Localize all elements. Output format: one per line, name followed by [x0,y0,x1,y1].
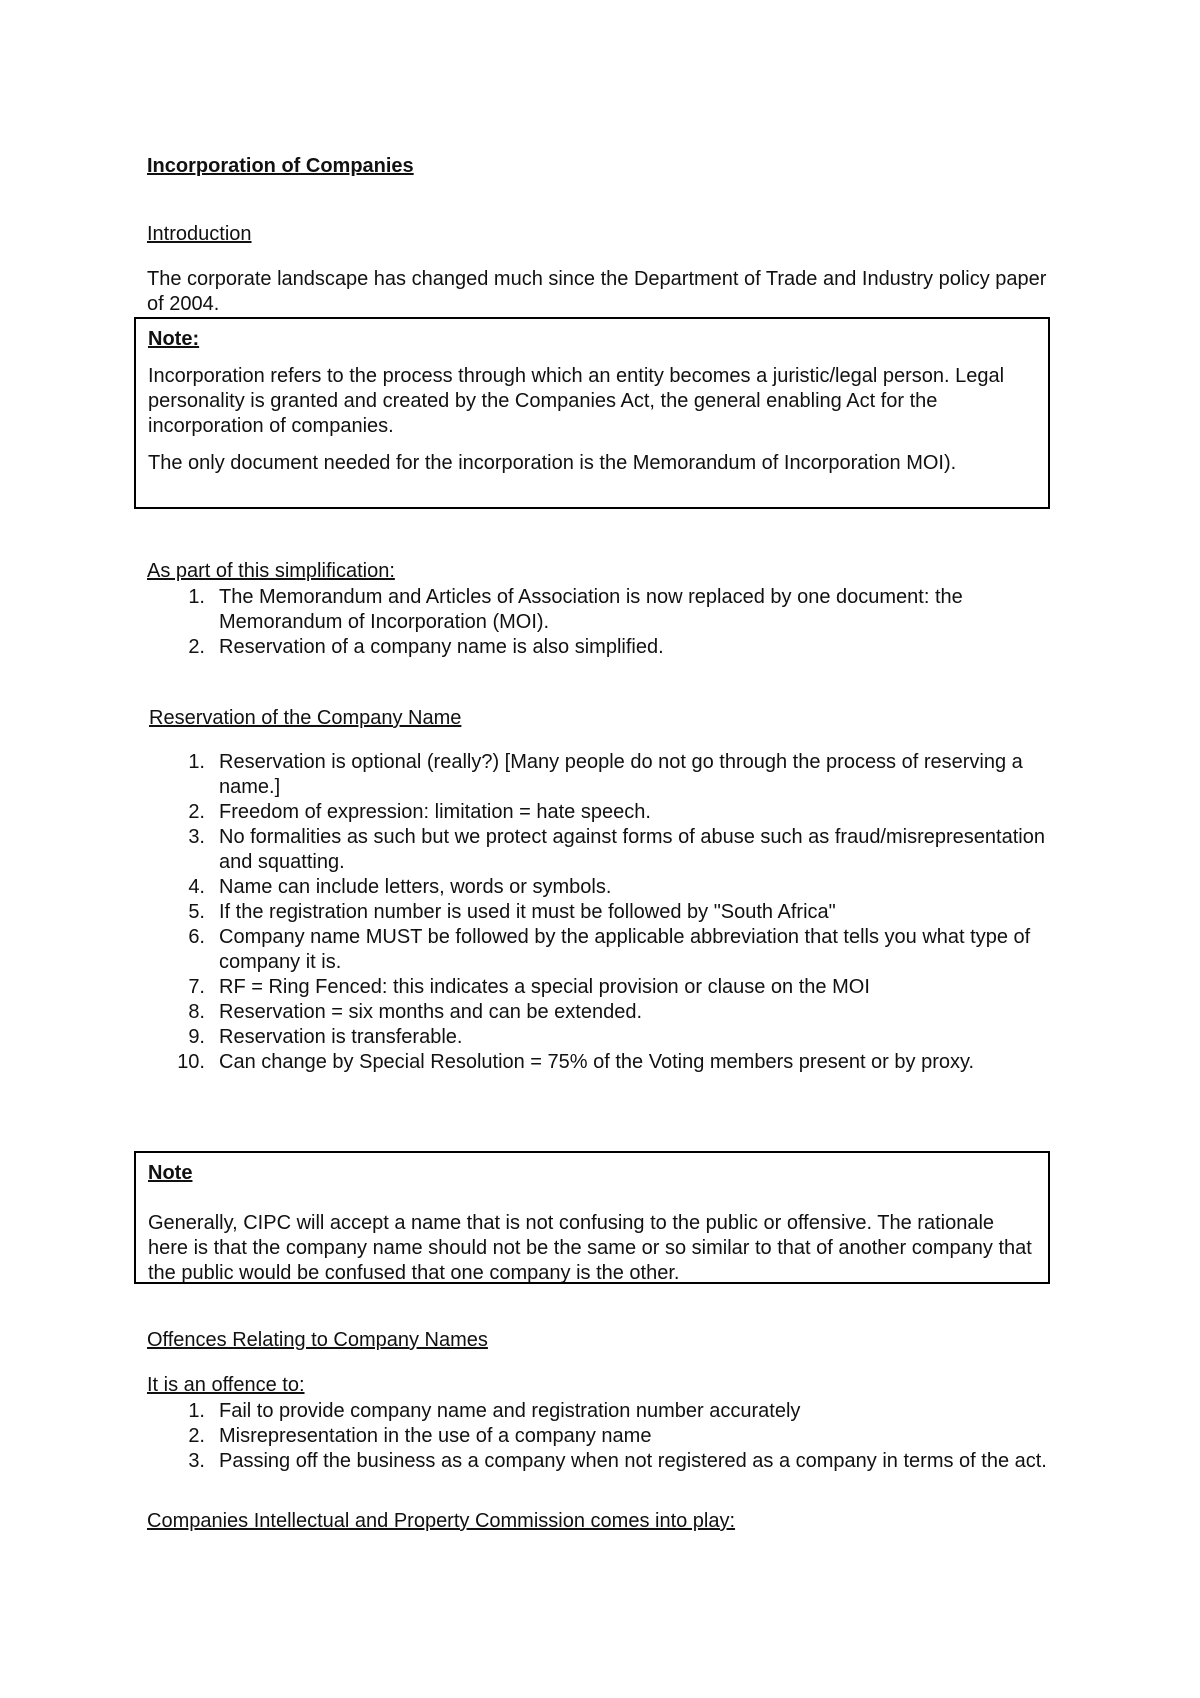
list-text: Reservation is optional (really?) [Many people do not go through the process of reserving a name.] [219,751,1023,798]
list-item [147,800,1057,825]
offences-subheading: It is an offence to: [147,1374,305,1396]
note-paragraph: Incorporation refers to the process through which an entity becomes a juristic/legal person. Legal personality is granted and created by the Companies Act, the general enabling Act for the incorporation of companies. [148,365,1005,437]
list-number: 5. [188,901,205,923]
list-number: 10. [177,1051,205,1073]
list-text: Reservation = six months and can be extended. [219,1001,643,1023]
list-item [147,1025,1057,1050]
list-item [147,1424,1057,1449]
list-text: No formalities as such but we protect against forms of abuse such as fraud/misrepresentation and squatting. [219,826,1045,873]
introduction-heading: Introduction [147,223,252,245]
simplification-list [147,585,1057,660]
list-item [147,1050,1057,1075]
list-item [147,1449,1057,1474]
list-text: RF = Ring Fenced: this indicates a special provision or clause on the MOI [219,976,870,998]
list-text: Misrepresentation in the use of a company name [219,1425,652,1447]
list-number: 6. [188,926,205,948]
list-item [147,1399,1057,1424]
list-text: The Memorandum and Articles of Association is now replaced by one document: the Memorandum of Incorporation (MOI). [219,586,963,633]
list-number: 3. [188,1450,205,1472]
offences-list [147,1399,1057,1474]
note-box-incorporation [134,317,1050,509]
list-text: If the registration number is used it must be followed by "South Africa" [219,901,836,923]
list-number: 1. [188,751,205,773]
reservation-heading: Reservation of the Company Name [149,707,462,729]
list-number: 2. [188,801,205,823]
list-item [147,585,1057,635]
list-text: Fail to provide company name and registration number accurately [219,1400,801,1422]
simplification-heading: As part of this simplification: [147,560,395,582]
list-item [147,900,1057,925]
list-number: 2. [188,1425,205,1447]
note-paragraph: The only document needed for the incorporation is the Memorandum of Incorporation MOI). [148,452,957,474]
list-item [147,635,1057,660]
list-item [147,750,1057,800]
list-text: Can change by Special Resolution = 75% of the Voting members present or by proxy. [219,1051,975,1073]
list-number: 9. [188,1026,205,1048]
list-number: 1. [188,586,205,608]
list-text: Passing off the business as a company when not registered as a company in terms of the act. [219,1450,1047,1472]
list-number: 3. [188,826,205,848]
list-item [147,975,1057,1000]
note-label: Note: [148,328,200,350]
list-number: 7. [188,976,205,998]
list-number: 2. [188,636,205,658]
list-item [147,1000,1057,1025]
reservation-list [147,750,1057,1075]
cipc-heading: Companies Intellectual and Property Commission comes into play: [147,1510,736,1532]
note-label: Note [148,1162,193,1184]
note-box-cipc [134,1151,1050,1284]
list-item [147,875,1057,900]
list-text: Reservation of a company name is also simplified. [219,636,664,658]
list-text: Name can include letters, words or symbols. [219,876,612,898]
list-text: Reservation is transferable. [219,1026,463,1048]
list-item [147,825,1057,875]
offences-heading: Offences Relating to Company Names [147,1329,488,1351]
list-number: 4. [188,876,205,898]
list-number: 8. [188,1001,205,1023]
list-number: 1. [188,1400,205,1422]
list-text: Company name MUST be followed by the applicable abbreviation that tells you what type of company it is. [219,926,1031,973]
list-item [147,925,1057,975]
note-paragraph: Generally, CIPC will accept a name that is not confusing to the public or offensive. The rationale here is that the company name should not be the same or so similar to that of another company that the public would be confused that one company is the other. [148,1212,1032,1284]
introduction-paragraph: The corporate landscape has changed much since the Department of Trade and Industry policy paper of 2004. [147,268,1047,315]
document-title: Incorporation of Companies [147,155,414,177]
list-text: Freedom of expression: limitation = hate speech. [219,801,651,823]
